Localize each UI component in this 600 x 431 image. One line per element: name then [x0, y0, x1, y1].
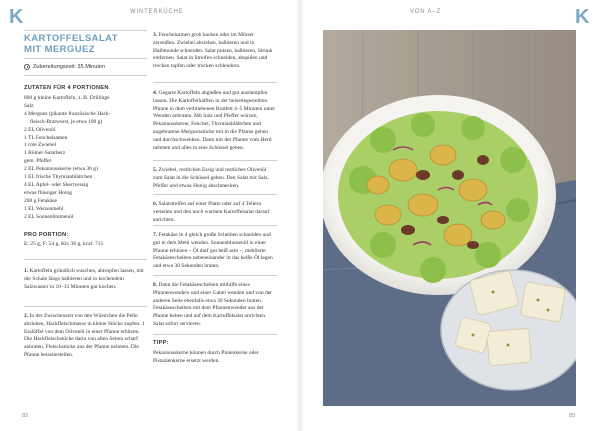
- ingredient-item: Salz: [24, 102, 34, 109]
- ingredient-item: gem. Pfeffer: [24, 158, 52, 165]
- ingredient-item: 2 EL Olivenöl: [24, 126, 56, 133]
- section-letter-left: K: [9, 6, 24, 28]
- ingredient-item: 1 EL frische Thymianblättchen: [24, 174, 93, 181]
- step-divider: [153, 334, 277, 335]
- ingredient-item: 800 g kleine Kartoffeln, z. B. Drillinge: [24, 95, 110, 101]
- step-6: 6. Salatstreifen auf einer Platte oder auf 4 Tellern verteilen und den noch warmen Kartoffelsalat darauf anrichten.: [153, 201, 270, 223]
- step-number: 2.: [24, 313, 30, 319]
- page-number-right: 83: [569, 413, 576, 419]
- ingredient-item: 4 Merguez (pikante französische Hack-: [24, 110, 111, 117]
- ingredient-item: 1 Römer-Salatherz: [24, 150, 66, 157]
- step-divider: [153, 160, 277, 161]
- ingredient-item: etwas flüssiger Honig: [24, 189, 72, 196]
- ingredient-item: 1 TL Fenchelsamen: [24, 134, 68, 141]
- clock-icon: [24, 64, 30, 70]
- step-divider: [153, 225, 277, 226]
- recipe-title-line2: MIT MERGUEZ: [24, 43, 95, 55]
- ingredient-item: 2 EL Sonnenblumenöl: [24, 213, 74, 220]
- step-8: 8. Dann die Fetakäsescheiben mithilfe eines Pfannenwenders und einer Gabel wenden und von der anderen Seite ebenfalls etwa 30 Sekunden braten. Fetakäsescheiben mit dem Pfannenwender aus der Pfanne heben und auf dem Kartoffelsalat anrichten. Salat sofort servieren.: [153, 282, 272, 327]
- step-number: 7.: [153, 232, 159, 238]
- ingredient-item: 1 EL Weizenmehl: [24, 205, 64, 212]
- recipe-title-line1: KARTOFFELSALAT: [24, 33, 118, 44]
- portion-rule: [24, 259, 147, 260]
- ingredient-item: 2 EL Pekannusskerne (etwa 30 g): [24, 166, 98, 173]
- food-photo-illustration: [323, 30, 576, 406]
- ingredient-item: 4 EL Apfel- oder Sherryessig: [24, 181, 89, 188]
- running-head-left: WINTERKÜCHE: [130, 9, 184, 15]
- title-bottom-rule: [24, 58, 147, 59]
- potato-salad-photo: [323, 30, 576, 406]
- ingredient-item: 200 g Fetakäse: [24, 197, 57, 204]
- prep-rule: [24, 75, 147, 76]
- portion-values: E: 25 g, F: 54 g, Kh: 36 g, kcal: 715: [24, 241, 104, 247]
- step-7: 7. Fetakäse in 4 gleich große Scheiben schneiden und gut in dem Mehl wenden. Sonnenblumenöl in einer Pfanne erhitzen – Öl darf gut heiß sein –, mehlierte Fetakäsescheiben nebeneinander in das heiße Öl legen und etwa 30 Sekunden braten.: [153, 232, 273, 270]
- step-2: 2. In der Zwischenzeit von den Würstchen die Pelle abziehen, Hackfleischmasse in kleine Stücke zupfen. 1 Esslöffel von dem Olivenöl in einer Pfanne erhitzen. Die Hackfleischstücke darin von allen Seiten scharf anbraten. Fleischstücke aus der Pfanne nehmen. Die Pfanne beiseitestellen.: [24, 313, 145, 358]
- ingredients-heading: ZUTATEN FÜR 4 PORTIONEN: [24, 85, 109, 91]
- ingredient-item: fleisch-Bratwurst, je etwa 100 g): [30, 118, 103, 125]
- step-4: 4. Gegarte Kartoffeln abgießen und gut ausdampfen lassen. Die Kartoffelhälften in der beiseitegestellten Pfanne in dem verbliebenen Bratfett 4–5 Minuten unter Wenden anbraten. Mit Salz und Pfeffer würzen, Pekannusskerne, Fenchel, Thymianblättchen und angebratene Merguezstücke mit in die Pfanne geben und durchschwenken. Dann mit der Pfanne vom Herd nehmen und alles in eine Schüssel geben.: [153, 90, 276, 151]
- step-number: 8.: [153, 282, 159, 288]
- step-divider: [24, 306, 147, 307]
- title-top-rule: [24, 30, 147, 31]
- tip-heading: TIPP:: [153, 340, 169, 346]
- step-number: 3.: [153, 32, 159, 38]
- step-number: 4.: [153, 90, 159, 96]
- step-divider: [153, 275, 277, 276]
- step-divider: [153, 194, 277, 195]
- book-gutter: [296, 0, 304, 431]
- portion-heading: PRO PORTION:: [24, 232, 69, 238]
- step-5: 5. Zwiebel, restlichen Essig und restliches Olivenöl zum Salat in die Schüssel geben. Den Salat mit Salz, Pfeffer und etwas Honig abschmecken.: [153, 167, 269, 189]
- step-number: 5.: [153, 167, 159, 173]
- step-number: 1.: [24, 268, 30, 274]
- step-1: 1. Kartoffeln gründlich waschen, abtropfen lassen, mit der Schale längs halbieren und in kochendem Salzwasser in 10–15 Minuten gar kochen.: [24, 268, 144, 290]
- tip-text: Pekannusskerne können durch Pinienkerne oder Pistazienkerne ersetzt werden.: [153, 350, 259, 364]
- step-number: 6.: [153, 201, 159, 207]
- prep-time: [24, 64, 105, 70]
- step-divider: [153, 82, 277, 83]
- step-3: 3. Fenchelsamen grob hacken oder im Mörser zerstoßen. Zwiebel abziehen, halbieren und in Halbmonde schneiden. Salat putzen, halbieren, Strunk entfernen. Salat in Streifen schneiden, abspülen und trocken tupfen oder trocken schleudern.: [153, 32, 273, 70]
- page-number-left: 82: [22, 413, 29, 419]
- section-letter-right: K: [575, 6, 590, 28]
- running-head-right: VON A–Z: [410, 9, 441, 15]
- ingredients-list: [24, 95, 142, 222]
- ingredient-item: 1 rote Zwiebel: [24, 142, 57, 149]
- prep-time-text: Zubereitungszeit: 35 Minuten: [33, 64, 106, 70]
- recipe-title: [24, 34, 150, 55]
